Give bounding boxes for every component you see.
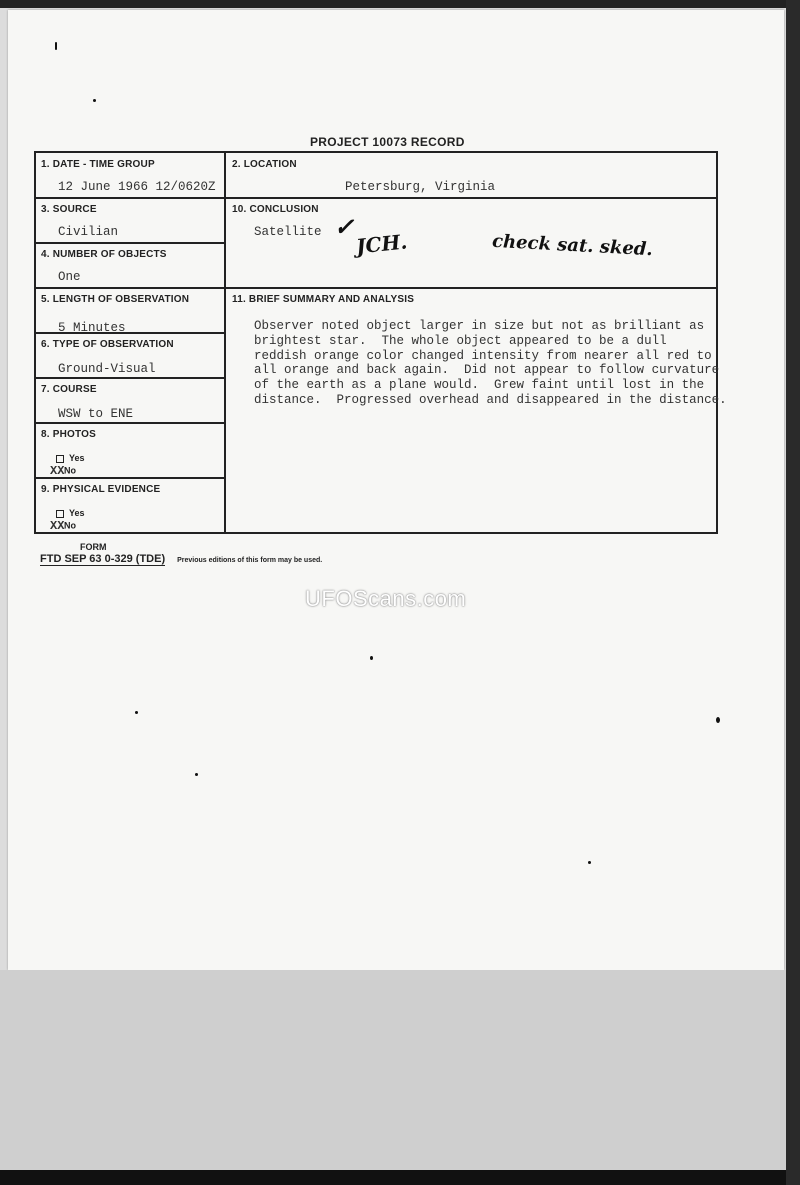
- physical-evidence-no-label: No: [64, 520, 76, 531]
- physical-evidence-no-mark: XX: [50, 519, 65, 533]
- photos-no-label: No: [64, 465, 76, 476]
- source-label: 3. SOURCE: [41, 204, 97, 215]
- length-of-observation-value: 5 Minutes: [58, 321, 126, 335]
- summary-line: distance. Progressed overhead and disappeared in the distance.: [254, 392, 727, 407]
- length-of-observation-label: 5. LENGTH OF OBSERVATION: [41, 294, 190, 305]
- summary-line: Observer noted object larger in size but not as brilliant as: [254, 319, 705, 333]
- row-divider: [36, 242, 224, 244]
- form-code: FTD SEP 63 0-329 (TDE): [40, 553, 166, 565]
- summary-line: reddish orange color changed intensity from nearer all red to: [254, 348, 712, 363]
- conclusion-value: Satellite: [254, 225, 322, 239]
- photos-yes-option: [56, 453, 85, 463]
- number-of-objects-value: One: [58, 270, 81, 284]
- scan-lower-band: [0, 970, 800, 1170]
- form-footer: [40, 542, 322, 565]
- scan-speck: [55, 42, 57, 50]
- handwritten-note: check sat. sked.: [491, 230, 654, 261]
- physical-evidence-yes-option: [56, 508, 85, 518]
- conclusion-label: 10. CONCLUSION: [232, 204, 319, 215]
- handwritten-initials: JCH.: [354, 229, 409, 259]
- photos-label: 8. PHOTOS: [41, 429, 96, 440]
- row-divider: [36, 422, 224, 424]
- photos-no-option: [50, 464, 76, 478]
- previous-editions-note: Previous editions of this form may be used.: [177, 557, 323, 564]
- watermark-text: UFOScans.com: [305, 586, 467, 611]
- physical-evidence-no-option: [50, 519, 76, 533]
- summary-line: all orange and back again. Did not appear to follow curvature: [254, 363, 720, 378]
- physical-evidence-label: 9. PHYSICAL EVIDENCE: [41, 484, 161, 495]
- row-divider: [36, 197, 716, 199]
- summary-text: [254, 319, 734, 408]
- type-of-observation-value: Ground-Visual: [58, 362, 156, 376]
- location-value: Petersburg, Virginia: [345, 180, 496, 194]
- scan-bottom-edge: [0, 1170, 800, 1185]
- scan-top-edge: [0, 0, 800, 8]
- column-divider: [224, 153, 226, 532]
- project-title: PROJECT 10073 RECORD: [310, 135, 465, 149]
- summary-line: of the earth as a plane would. Grew faint until lost in the: [254, 378, 705, 393]
- scan-speck: [93, 99, 96, 102]
- handwritten-check-mark: ✓: [334, 212, 355, 241]
- date-time-group-value: 12 June 1966 12/0620Z: [58, 180, 216, 194]
- scan-speck: [195, 773, 198, 776]
- row-divider: [36, 287, 716, 289]
- course-value: WSW to ENE: [58, 407, 134, 421]
- scan-speck: [588, 861, 591, 864]
- photos-no-mark: XX: [50, 464, 65, 478]
- checkbox-icon: [56, 510, 64, 518]
- row-divider: [36, 377, 224, 379]
- scan-speck: [370, 656, 373, 660]
- form-label: FORM: [80, 542, 107, 552]
- summary-line: brightest star. The whole object appeared to be a dull: [254, 333, 667, 348]
- scan-speck: [135, 711, 138, 714]
- checkbox-icon: [56, 455, 64, 463]
- number-of-objects-label: 4. NUMBER OF OBJECTS: [41, 249, 167, 260]
- location-label: 2. LOCATION: [232, 159, 297, 170]
- scan-right-edge: [786, 0, 800, 1185]
- physical-evidence-yes-label: Yes: [69, 508, 85, 518]
- source-value: Civilian: [58, 225, 119, 239]
- scan-speck: [716, 717, 720, 723]
- type-of-observation-label: 6. TYPE OF OBSERVATION: [41, 339, 174, 350]
- form-code-row: [40, 553, 322, 565]
- photos-yes-label: Yes: [69, 453, 85, 463]
- course-label: 7. COURSE: [41, 384, 97, 395]
- record-form: [34, 151, 727, 534]
- summary-label: 11. BRIEF SUMMARY AND ANALYSIS: [232, 294, 415, 305]
- date-time-group-label: 1. DATE - TIME GROUP: [41, 159, 155, 170]
